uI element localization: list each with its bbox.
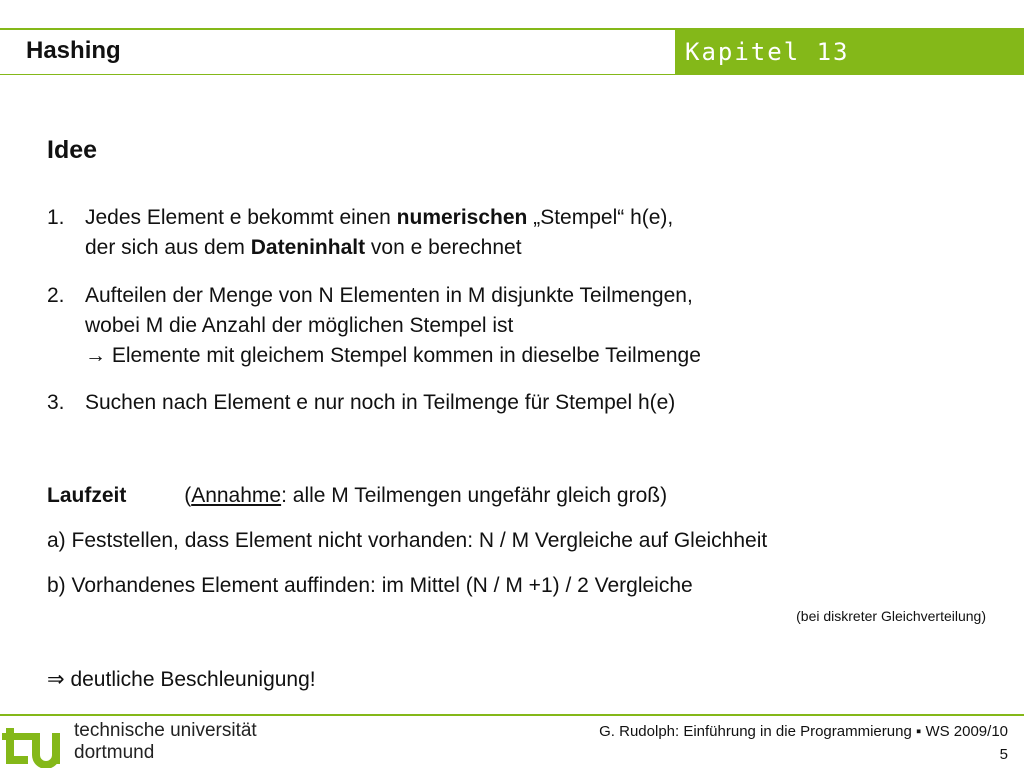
line-b: b) Vorhandenes Element auffinden: im Mittel (N / M +1) / 2 Vergleiche [47, 574, 693, 597]
laufzeit-rest: : alle M Teilmengen ungefähr gleich groß) [281, 484, 668, 507]
page-number: 5 [999, 746, 1008, 763]
line-a: a) Feststellen, dass Element nicht vorhanden: N / M Vergleiche auf Gleichheit [47, 529, 768, 552]
footer-author: G. Rudolph: Einführung in die Programmierung ▪ WS 2009/10 [599, 723, 1008, 740]
bold-text: Dateninhalt [250, 236, 366, 259]
list-text [85, 388, 675, 418]
university-line-1: technische universität [74, 720, 257, 741]
annahme-term: Annahme [191, 484, 282, 507]
distribution-note: (bei diskreter Gleichverteilung) [796, 608, 986, 624]
list-line: Aufteilen der Menge von N Elementen in M disjunkte Teilmengen, [85, 284, 693, 307]
list-text [85, 281, 701, 371]
bold-text: numerischen [396, 206, 528, 229]
slide-title: Hashing [26, 37, 121, 64]
text-span: der sich aus dem [85, 236, 251, 259]
chapter-label: Kapitel 13 [685, 38, 850, 66]
laufzeit-label: Laufzeit [47, 484, 127, 507]
list-line: Suchen nach Element e nur noch in Teilmenge für Stempel h(e) [85, 391, 676, 414]
footer-credit [599, 720, 1008, 766]
university-line-2: dortmund [74, 742, 155, 763]
list-text [85, 203, 673, 263]
text-span: „Stempel“ h(e), [527, 206, 674, 229]
section-heading: Idee [47, 136, 98, 164]
list-number: 3. [47, 391, 65, 414]
text-span: von e berechnet [365, 236, 522, 259]
university-name [74, 720, 257, 764]
header-bottom-rule [0, 74, 1024, 75]
list-number: 2. [47, 284, 65, 307]
implies-icon: ⇒ [47, 668, 65, 691]
text-span: Jedes Element e bekommt einen [85, 206, 397, 229]
chapter-badge [675, 30, 1024, 75]
list-number: 1. [47, 206, 65, 229]
list-line: wobei M die Anzahl der möglichen Stempel ist [85, 314, 514, 337]
list-line [85, 233, 673, 263]
conclusion-text: deutliche Beschleunigung! [64, 668, 316, 691]
laufzeit-line [47, 481, 667, 511]
list-line: → Elemente mit gleichem Stempel kommen in dieselbe Teilmenge [85, 344, 701, 367]
conclusion-line [47, 665, 316, 695]
paren-open: ( [184, 484, 192, 507]
list-line [85, 203, 673, 233]
